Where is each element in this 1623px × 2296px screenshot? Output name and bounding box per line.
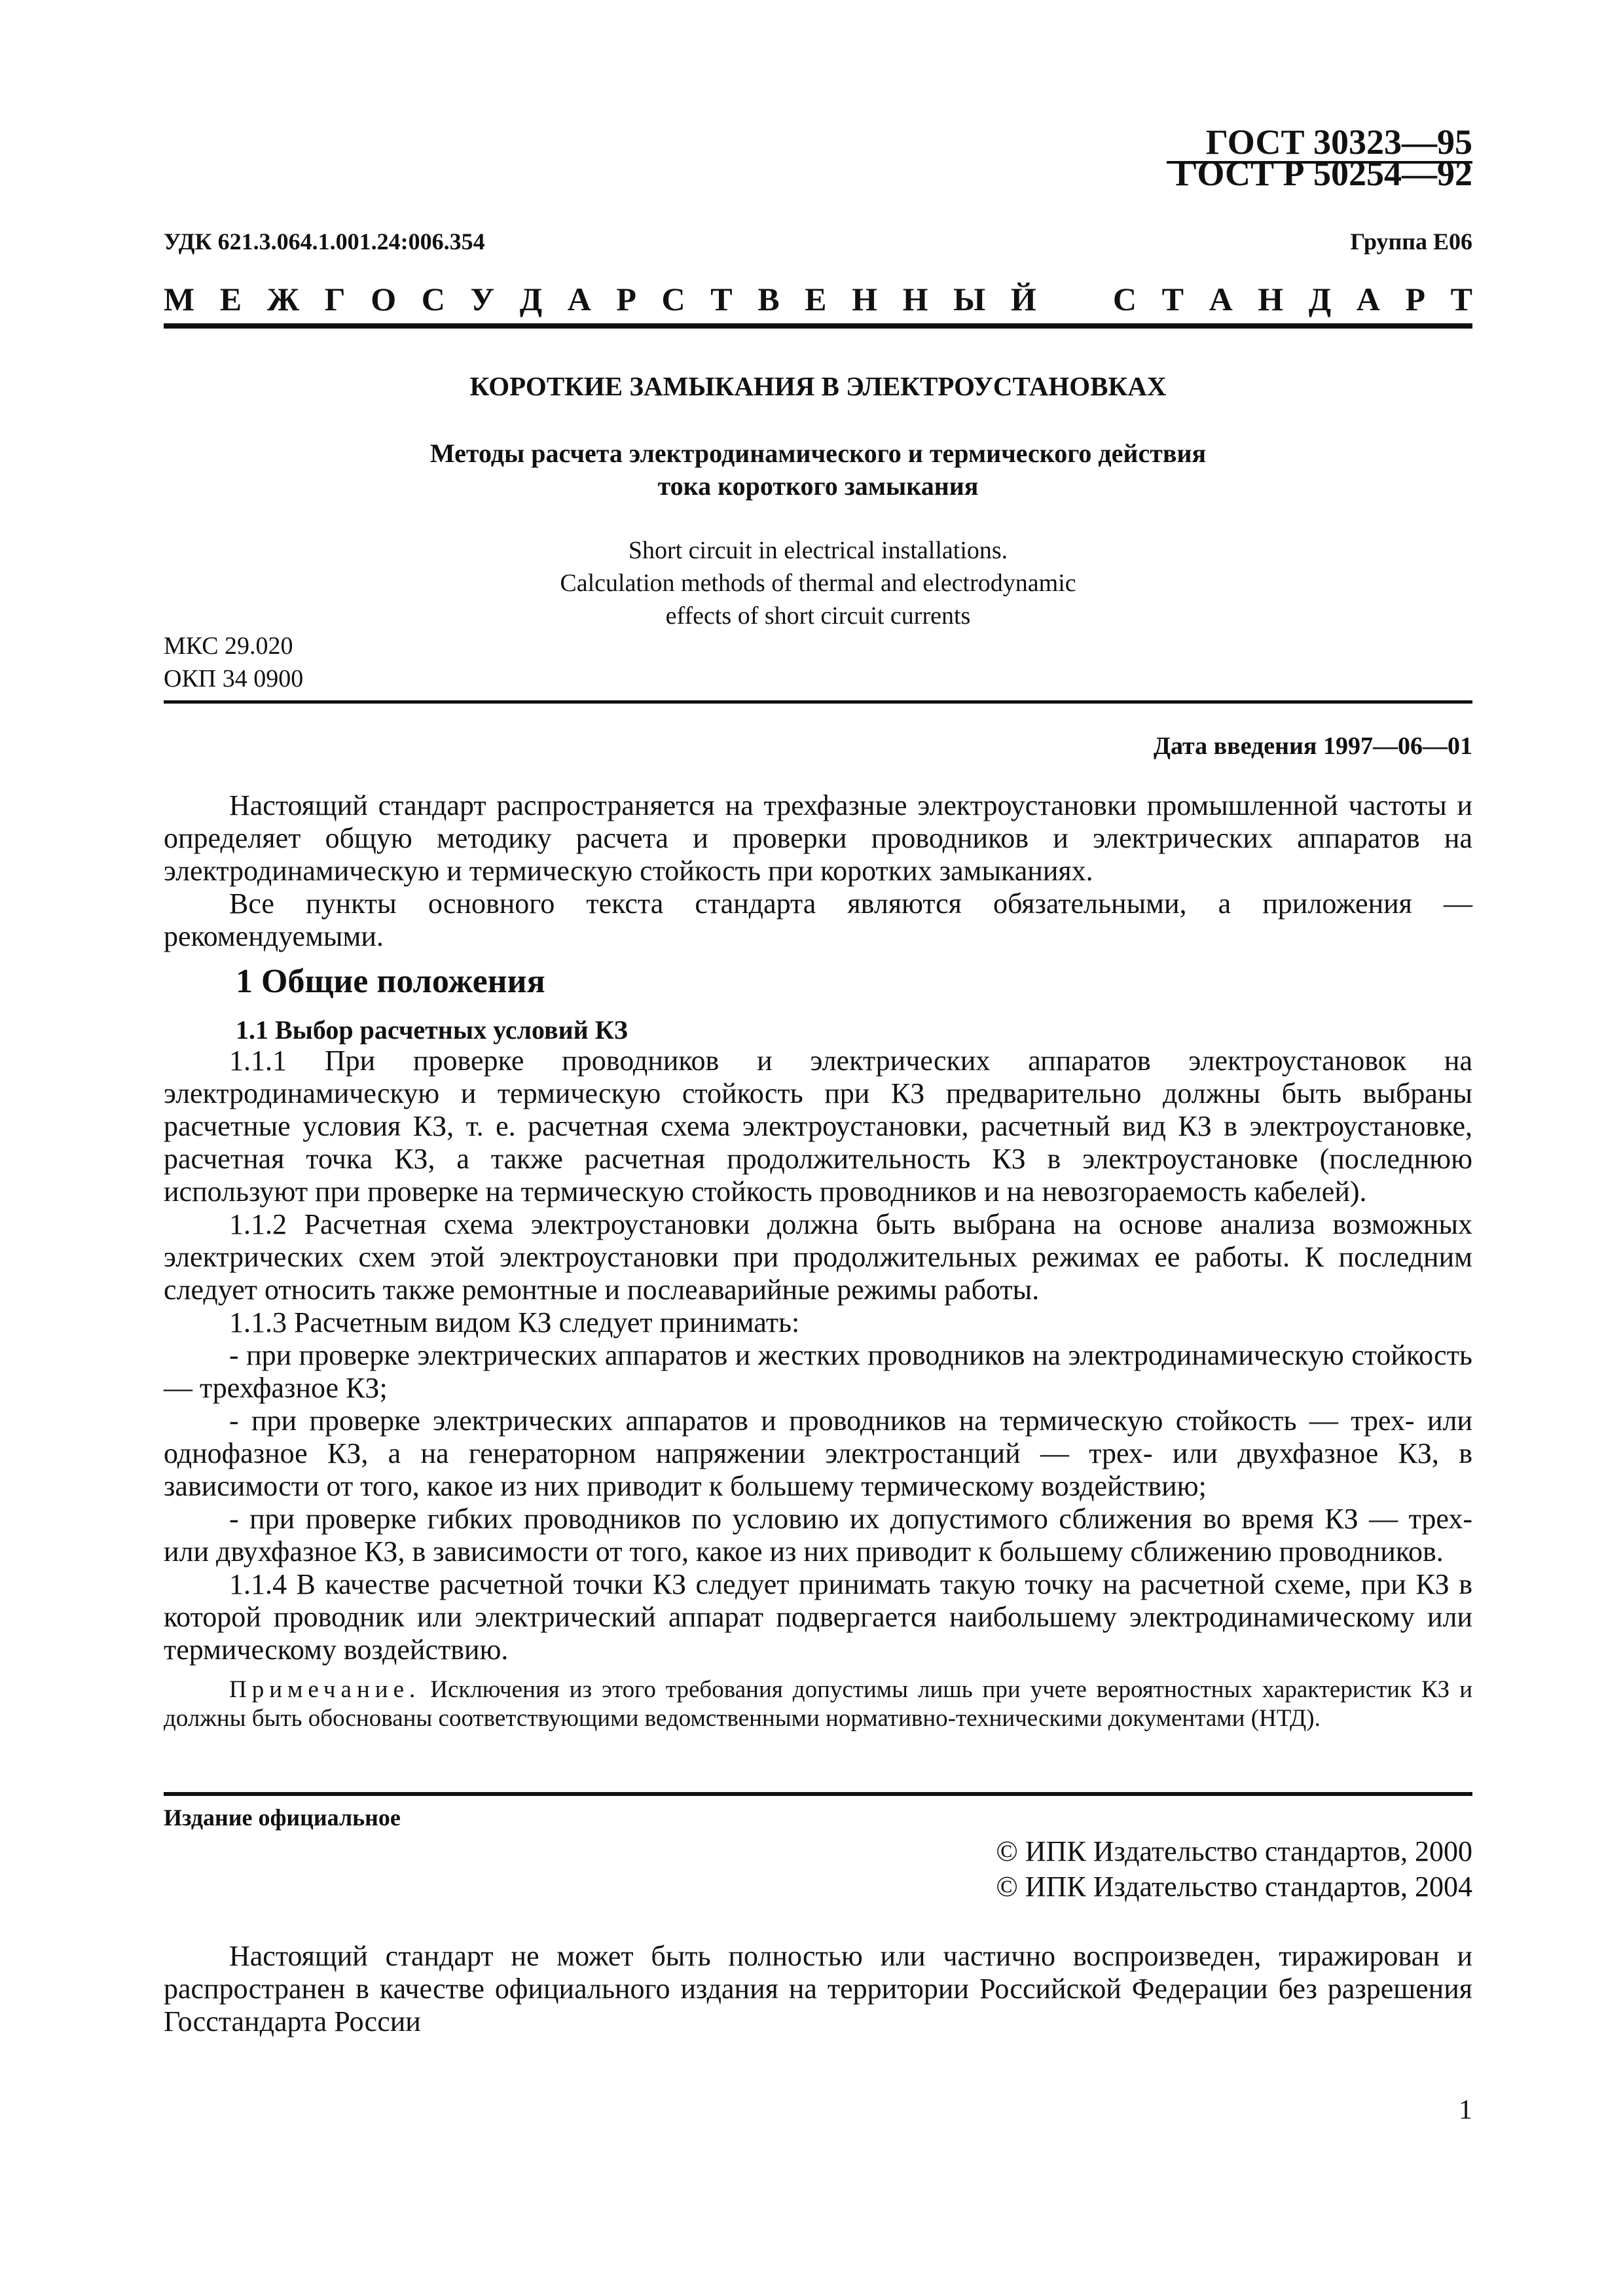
- header-divider: [164, 323, 1472, 329]
- banner-letter: Р: [616, 281, 636, 317]
- legal-notice: [164, 1940, 1472, 2038]
- section-heading: 1 Общие положения: [236, 963, 545, 1000]
- banner-letter: С: [1112, 281, 1137, 317]
- note: [164, 1676, 1472, 1733]
- banner-letter: Р: [1405, 281, 1426, 317]
- copyright-line: © ИПК Издательство стандартов, 2000: [996, 1835, 1472, 1867]
- note-text: Исключения из этого требования допустимы лишь при учете вероятностных характеристик КЗ и должны быть обоснованы соответствующими ведомственными нормативно-техническими документами (НТД).: [164, 1676, 1472, 1732]
- banner-letter: У: [470, 281, 495, 317]
- banner-letter: В: [757, 281, 780, 317]
- page-number: 1: [1459, 2095, 1472, 2125]
- clause-paragraph: 1.1.4 В качестве расчетной точки КЗ следует принимать такую точку на расчетной схеме, при КЗ в которой проводник или электрический аппарат подвергается наибольшему электродинамическому или термическому воздействию.: [164, 1568, 1472, 1666]
- list-item: - при проверке гибких проводников по условию их допустимого сближения во время КЗ — трех- или двухфазное КЗ, в зависимости от того, какое из них приводит к большему сближению проводников.: [164, 1503, 1472, 1568]
- interstate-standard-banner: [164, 280, 1472, 318]
- subsection-heading: 1.1 Выбор расчетных условий КЗ: [236, 1015, 628, 1045]
- okp-code: ОКП 34 0900: [164, 665, 304, 692]
- banner-gap: [1061, 280, 1087, 318]
- banner-letter: Н: [902, 281, 928, 317]
- introduction-date: Дата введения 1997—06—01: [1153, 732, 1472, 760]
- banner-letter: С: [421, 281, 445, 317]
- english-title: [164, 534, 1472, 632]
- banner-letter: Т: [1161, 281, 1184, 317]
- banner-letter: Й: [1010, 281, 1036, 317]
- clause-paragraph: 1.1.2 Расчетная схема электроустановки должна быть выбрана на основе анализа возможных электрических схем этой электроустановки при продолжительных режимах ее работы. К последним следует относить также ремонтные и послеаварийные режимы работы.: [164, 1208, 1472, 1306]
- gost-number-primary: ГОСТ 30323—95: [1167, 124, 1472, 164]
- clause-paragraph: 1.1.1 При проверке проводников и электрических аппаратов электроустановок на электродинамическую и термическую стойкость при КЗ предварительно должны быть выбраны расчетные условия КЗ, т. е. расчетная схема электроустановки, расчетный вид КЗ в электроустановке, расчетная точка КЗ, а также расчетная продолжительность КЗ в электроустановке (последнюю используют при проверке на термическую стойкость проводников и на невозгораемость кабелей).: [164, 1045, 1472, 1208]
- mks-code: МКС 29.020: [164, 632, 293, 660]
- group-code: Группа Е06: [1350, 228, 1472, 255]
- copyright-line: © ИПК Издательство стандартов, 2004: [996, 1871, 1472, 1903]
- banner-letter: О: [371, 281, 397, 317]
- intro-text: [164, 789, 1472, 953]
- banner-letter: А: [1209, 281, 1233, 317]
- udk-code: УДК 621.3.064.1.001.24:006.354: [164, 228, 485, 255]
- english-title-line: Short circuit in electrical installations.: [628, 537, 1008, 564]
- banner-letter: С: [661, 281, 685, 317]
- footer-divider: [164, 1792, 1472, 1796]
- document-subtitle: [164, 437, 1472, 503]
- banner-letter: А: [567, 281, 591, 317]
- banner-letter: Ы: [953, 281, 986, 317]
- note-label: Примечание.: [229, 1676, 421, 1703]
- banner-letter: Н: [852, 281, 878, 317]
- banner-letter: Д: [1308, 281, 1332, 317]
- english-title-line: effects of short circuit currents: [665, 602, 971, 630]
- clause-paragraph: 1.1.3 Расчетным видом КЗ следует принимать:: [229, 1306, 800, 1338]
- legal-paragraph: Настоящий стандарт не может быть полностью или частично воспроизведен, тиражирован и распространен в качестве официального издания на территории Российской Федерации без разрешения Госстандарта России: [164, 1940, 1472, 2037]
- banner-letter: А: [1356, 281, 1380, 317]
- subtitle-line: тока короткого замыкания: [657, 471, 979, 501]
- list-item: - при проверке электрических аппаратов и жестких проводников на электродинамическую стойкость — трехфазное КЗ;: [164, 1339, 1472, 1404]
- classification-codes: [164, 630, 303, 695]
- english-title-line: Calculation methods of thermal and electrodynamic: [560, 569, 1076, 597]
- banner-letter: М: [164, 281, 195, 317]
- banner-letter: Т: [1450, 281, 1472, 317]
- banner-letter: Д: [519, 281, 543, 317]
- banner-letter: Е: [805, 281, 827, 317]
- banner-letter: Т: [710, 281, 733, 317]
- edition-label: Издание официальное: [164, 1804, 401, 1831]
- banner-letter: Е: [219, 281, 242, 317]
- gost-number-secondary: ГОСТ Р 50254—92: [1175, 154, 1472, 193]
- intro-paragraph: Настоящий стандарт распространяется на трехфазные электроустановки промышленной частоты и определяет общую методику расчета и проверки проводников и электрических аппаратов на электродинамическую и термическую стойкость при коротких замыканиях.: [164, 789, 1472, 887]
- list-item: - при проверке электрических аппаратов и проводников на термическую стойкость — трех- или однофазное КЗ, а на генераторном напряжении электростанций — трех- или двухфазное КЗ, в зависимости от того, какое из них приводит к большему термическому воздействию;: [164, 1405, 1472, 1502]
- subtitle-line: Методы расчета электродинамического и термического действия: [429, 439, 1207, 468]
- banner-letter: Н: [1258, 281, 1284, 317]
- codes-divider: [164, 700, 1472, 704]
- document-title: КОРОТКИЕ ЗАМЫКАНИЯ В ЭЛЕКТРОУСТАНОВКАХ: [469, 371, 1167, 401]
- intro-paragraph: Все пункты основного текста стандарта являются обязательными, а приложения — рекомендуемыми.: [164, 888, 1472, 952]
- banner-letter: Г: [324, 281, 346, 317]
- banner-letter: Ж: [266, 281, 300, 317]
- section-body: [164, 1045, 1472, 1666]
